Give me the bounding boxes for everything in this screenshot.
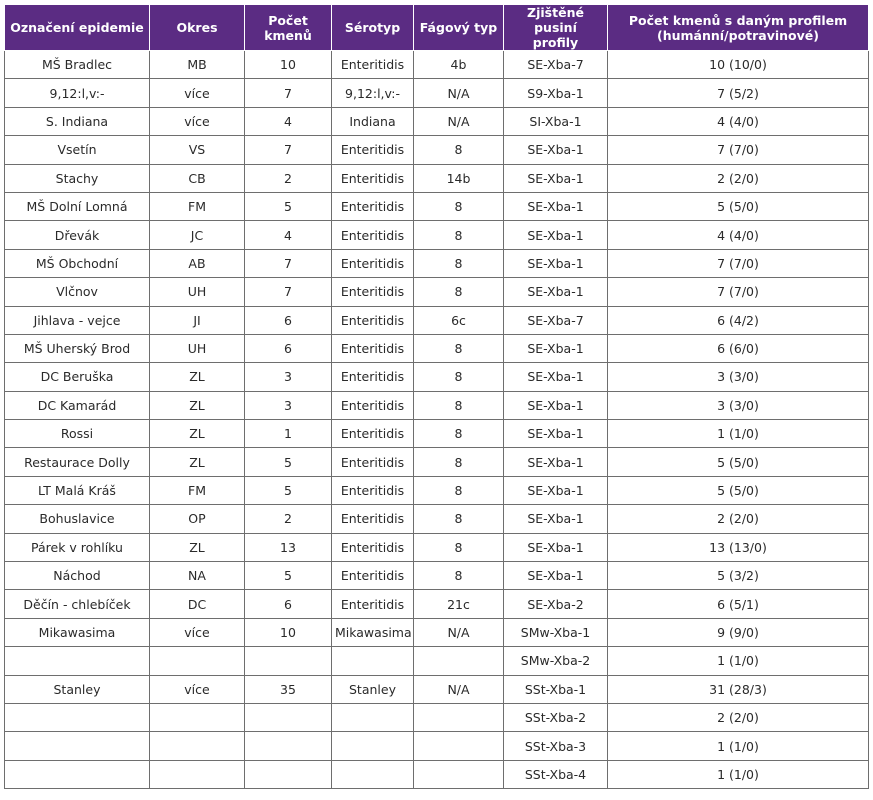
cell-fagovy-typ: 8 xyxy=(414,249,504,277)
table-header xyxy=(5,5,869,51)
cell-okres: VS xyxy=(150,136,245,164)
table-row xyxy=(5,334,869,362)
cell-profil: SSt-Xba-2 xyxy=(504,703,608,731)
cell-fagovy-typ: 8 xyxy=(414,334,504,362)
cell-pocet-s-profilem: 4 (4/0) xyxy=(608,221,869,249)
cell-okres: AB xyxy=(150,249,245,277)
cell-epidemie xyxy=(5,703,150,731)
header-row xyxy=(5,5,869,51)
cell-okres: FM xyxy=(150,476,245,504)
cell-pocet-kmenu: 7 xyxy=(245,249,332,277)
cell-fagovy-typ: N/A xyxy=(414,675,504,703)
cell-epidemie: Stachy xyxy=(5,164,150,192)
cell-pocet-kmenu: 10 xyxy=(245,51,332,79)
cell-pocet-s-profilem: 1 (1/0) xyxy=(608,732,869,760)
cell-fagovy-typ: 8 xyxy=(414,221,504,249)
cell-pocet-kmenu: 4 xyxy=(245,221,332,249)
cell-pocet-s-profilem: 5 (5/0) xyxy=(608,476,869,504)
cell-okres: OP xyxy=(150,505,245,533)
cell-epidemie: DC Beruška xyxy=(5,363,150,391)
cell-epidemie: Restaurace Dolly xyxy=(5,448,150,476)
cell-profil: SSt-Xba-4 xyxy=(504,760,608,788)
cell-profil: SE-Xba-1 xyxy=(504,278,608,306)
table-row xyxy=(5,107,869,135)
cell-epidemie: Děčín - chlebíček xyxy=(5,590,150,618)
cell-fagovy-typ: 8 xyxy=(414,476,504,504)
header-serotyp: Sérotyp xyxy=(332,5,414,51)
cell-okres: více xyxy=(150,675,245,703)
cell-pocet-s-profilem: 2 (2/0) xyxy=(608,703,869,731)
cell-pocet-kmenu: 7 xyxy=(245,79,332,107)
cell-fagovy-typ: N/A xyxy=(414,618,504,646)
cell-serotyp: Enteritidis xyxy=(332,590,414,618)
cell-profil: SE-Xba-2 xyxy=(504,590,608,618)
cell-okres: UH xyxy=(150,278,245,306)
table-row xyxy=(5,647,869,675)
cell-serotyp: Enteritidis xyxy=(332,136,414,164)
cell-fagovy-typ xyxy=(414,703,504,731)
cell-profil: SSt-Xba-1 xyxy=(504,675,608,703)
table-row xyxy=(5,476,869,504)
cell-serotyp: Mikawasima xyxy=(332,618,414,646)
cell-okres: ZL xyxy=(150,363,245,391)
cell-pocet-kmenu: 5 xyxy=(245,192,332,220)
header-zjistene-profily: Zjištěné pusiní profily xyxy=(504,5,608,51)
table-row xyxy=(5,760,869,788)
cell-epidemie: S. Indiana xyxy=(5,107,150,135)
cell-profil: SMw-Xba-1 xyxy=(504,618,608,646)
cell-okres: JI xyxy=(150,306,245,334)
cell-pocet-s-profilem: 2 (2/0) xyxy=(608,164,869,192)
table-row xyxy=(5,448,869,476)
cell-fagovy-typ: 8 xyxy=(414,505,504,533)
cell-okres: NA xyxy=(150,562,245,590)
cell-fagovy-typ: 8 xyxy=(414,278,504,306)
cell-serotyp: 9,12:l,v:- xyxy=(332,79,414,107)
cell-epidemie: MŠ Bradlec xyxy=(5,51,150,79)
cell-epidemie: Vlčnov xyxy=(5,278,150,306)
table-row xyxy=(5,164,869,192)
cell-pocet-kmenu: 5 xyxy=(245,476,332,504)
cell-epidemie: 9,12:l,v:- xyxy=(5,79,150,107)
cell-pocet-kmenu xyxy=(245,703,332,731)
cell-fagovy-typ: 8 xyxy=(414,420,504,448)
cell-profil: SI-Xba-1 xyxy=(504,107,608,135)
cell-pocet-s-profilem: 6 (5/1) xyxy=(608,590,869,618)
cell-fagovy-typ: 8 xyxy=(414,363,504,391)
cell-pocet-kmenu: 13 xyxy=(245,533,332,561)
cell-fagovy-typ: 6c xyxy=(414,306,504,334)
cell-pocet-s-profilem: 1 (1/0) xyxy=(608,647,869,675)
cell-pocet-s-profilem: 4 (4/0) xyxy=(608,107,869,135)
cell-profil: SE-Xba-1 xyxy=(504,363,608,391)
cell-serotyp: Enteritidis xyxy=(332,533,414,561)
cell-pocet-s-profilem: 1 (1/0) xyxy=(608,760,869,788)
cell-profil: SE-Xba-1 xyxy=(504,164,608,192)
cell-pocet-s-profilem: 6 (4/2) xyxy=(608,306,869,334)
table-body xyxy=(5,51,869,789)
header-pocet-kmenu-profil: Počet kmenů s daným profilem (humánní/potravinové) xyxy=(608,5,869,51)
cell-profil: SE-Xba-7 xyxy=(504,51,608,79)
cell-profil: SE-Xba-1 xyxy=(504,562,608,590)
cell-okres xyxy=(150,760,245,788)
cell-serotyp: Enteritidis xyxy=(332,278,414,306)
cell-serotyp: Enteritidis xyxy=(332,192,414,220)
cell-pocet-kmenu: 3 xyxy=(245,391,332,419)
cell-serotyp xyxy=(332,703,414,731)
table-row xyxy=(5,618,869,646)
cell-pocet-s-profilem: 7 (7/0) xyxy=(608,278,869,306)
cell-profil: SE-Xba-1 xyxy=(504,249,608,277)
table-row xyxy=(5,703,869,731)
cell-pocet-kmenu: 1 xyxy=(245,420,332,448)
cell-pocet-s-profilem: 10 (10/0) xyxy=(608,51,869,79)
cell-serotyp: Enteritidis xyxy=(332,391,414,419)
cell-profil: SE-Xba-1 xyxy=(504,391,608,419)
cell-pocet-kmenu: 5 xyxy=(245,448,332,476)
cell-okres: ZL xyxy=(150,448,245,476)
cell-okres: JC xyxy=(150,221,245,249)
cell-okres: ZL xyxy=(150,420,245,448)
cell-epidemie: Párek v rohlíku xyxy=(5,533,150,561)
cell-pocet-kmenu: 3 xyxy=(245,363,332,391)
cell-serotyp: Enteritidis xyxy=(332,164,414,192)
cell-pocet-s-profilem: 7 (7/0) xyxy=(608,249,869,277)
cell-serotyp: Enteritidis xyxy=(332,505,414,533)
cell-epidemie: Dřevák xyxy=(5,221,150,249)
cell-serotyp: Enteritidis xyxy=(332,249,414,277)
cell-fagovy-typ xyxy=(414,647,504,675)
cell-okres xyxy=(150,732,245,760)
table-row xyxy=(5,136,869,164)
cell-pocet-s-profilem: 3 (3/0) xyxy=(608,391,869,419)
cell-pocet-s-profilem: 9 (9/0) xyxy=(608,618,869,646)
cell-profil: SE-Xba-1 xyxy=(504,221,608,249)
table-row xyxy=(5,675,869,703)
header-oznaceni-epidemie: Označení epidemie xyxy=(5,5,150,51)
cell-serotyp: Enteritidis xyxy=(332,476,414,504)
cell-pocet-s-profilem: 3 (3/0) xyxy=(608,363,869,391)
cell-serotyp: Stanley xyxy=(332,675,414,703)
cell-pocet-kmenu: 35 xyxy=(245,675,332,703)
cell-okres: UH xyxy=(150,334,245,362)
cell-epidemie: MŠ Uherský Brod xyxy=(5,334,150,362)
cell-profil: SE-Xba-1 xyxy=(504,420,608,448)
cell-pocet-s-profilem: 1 (1/0) xyxy=(608,420,869,448)
cell-pocet-s-profilem: 13 (13/0) xyxy=(608,533,869,561)
cell-serotyp xyxy=(332,732,414,760)
cell-pocet-s-profilem: 7 (5/2) xyxy=(608,79,869,107)
cell-epidemie: Rossi xyxy=(5,420,150,448)
cell-profil: SE-Xba-1 xyxy=(504,334,608,362)
cell-profil: SE-Xba-1 xyxy=(504,192,608,220)
cell-okres: více xyxy=(150,618,245,646)
cell-okres: MB xyxy=(150,51,245,79)
cell-serotyp: Indiana xyxy=(332,107,414,135)
cell-pocet-kmenu: 5 xyxy=(245,562,332,590)
cell-fagovy-typ: 8 xyxy=(414,562,504,590)
cell-serotyp: Enteritidis xyxy=(332,363,414,391)
cell-okres: ZL xyxy=(150,533,245,561)
table-row xyxy=(5,221,869,249)
cell-serotyp: Enteritidis xyxy=(332,562,414,590)
cell-profil: SE-Xba-1 xyxy=(504,476,608,504)
cell-epidemie: Jihlava - vejce xyxy=(5,306,150,334)
cell-okres: CB xyxy=(150,164,245,192)
cell-pocet-kmenu: 2 xyxy=(245,505,332,533)
cell-serotyp xyxy=(332,647,414,675)
cell-epidemie: Bohuslavice xyxy=(5,505,150,533)
cell-fagovy-typ: 14b xyxy=(414,164,504,192)
cell-pocet-kmenu: 4 xyxy=(245,107,332,135)
cell-fagovy-typ: 8 xyxy=(414,533,504,561)
cell-pocet-kmenu: 7 xyxy=(245,278,332,306)
table-row xyxy=(5,420,869,448)
cell-pocet-kmenu: 6 xyxy=(245,334,332,362)
cell-pocet-kmenu xyxy=(245,732,332,760)
cell-okres: více xyxy=(150,107,245,135)
cell-epidemie xyxy=(5,647,150,675)
cell-epidemie: Mikawasima xyxy=(5,618,150,646)
cell-pocet-s-profilem: 6 (6/0) xyxy=(608,334,869,362)
table-row xyxy=(5,306,869,334)
cell-profil: SE-Xba-1 xyxy=(504,448,608,476)
table-row xyxy=(5,249,869,277)
cell-pocet-s-profilem: 2 (2/0) xyxy=(608,505,869,533)
cell-pocet-kmenu xyxy=(245,760,332,788)
cell-pocet-kmenu: 2 xyxy=(245,164,332,192)
table-row xyxy=(5,732,869,760)
cell-fagovy-typ xyxy=(414,760,504,788)
table-row xyxy=(5,505,869,533)
cell-epidemie: Náchod xyxy=(5,562,150,590)
header-pocet-kmenu: Počet kmenů xyxy=(245,5,332,51)
cell-epidemie xyxy=(5,732,150,760)
cell-epidemie: MŠ Dolní Lomná xyxy=(5,192,150,220)
table-row xyxy=(5,278,869,306)
cell-fagovy-typ xyxy=(414,732,504,760)
table-row xyxy=(5,562,869,590)
cell-pocet-kmenu: 7 xyxy=(245,136,332,164)
cell-epidemie: LT Malá Kráš xyxy=(5,476,150,504)
cell-epidemie: MŠ Obchodní xyxy=(5,249,150,277)
cell-pocet-s-profilem: 5 (3/2) xyxy=(608,562,869,590)
cell-pocet-kmenu: 10 xyxy=(245,618,332,646)
cell-pocet-s-profilem: 5 (5/0) xyxy=(608,192,869,220)
cell-fagovy-typ: 4b xyxy=(414,51,504,79)
cell-profil: SE-Xba-1 xyxy=(504,505,608,533)
cell-profil: SSt-Xba-3 xyxy=(504,732,608,760)
cell-profil: S9-Xba-1 xyxy=(504,79,608,107)
cell-serotyp: Enteritidis xyxy=(332,306,414,334)
header-okres: Okres xyxy=(150,5,245,51)
cell-epidemie xyxy=(5,760,150,788)
cell-serotyp: Enteritidis xyxy=(332,334,414,362)
cell-epidemie: DC Kamarád xyxy=(5,391,150,419)
cell-profil: SE-Xba-1 xyxy=(504,136,608,164)
table-row xyxy=(5,363,869,391)
cell-okres xyxy=(150,703,245,731)
cell-serotyp xyxy=(332,760,414,788)
table-row xyxy=(5,51,869,79)
table-row xyxy=(5,590,869,618)
cell-epidemie: Stanley xyxy=(5,675,150,703)
cell-serotyp: Enteritidis xyxy=(332,221,414,249)
cell-fagovy-typ: 8 xyxy=(414,391,504,419)
cell-fagovy-typ: N/A xyxy=(414,107,504,135)
epidemics-table xyxy=(4,4,869,789)
cell-okres: DC xyxy=(150,590,245,618)
cell-okres: ZL xyxy=(150,391,245,419)
cell-pocet-kmenu: 6 xyxy=(245,306,332,334)
cell-serotyp: Enteritidis xyxy=(332,420,414,448)
cell-fagovy-typ: N/A xyxy=(414,79,504,107)
cell-fagovy-typ: 8 xyxy=(414,136,504,164)
header-fagovy-typ: Fágový typ xyxy=(414,5,504,51)
cell-pocet-s-profilem: 31 (28/3) xyxy=(608,675,869,703)
table-row xyxy=(5,79,869,107)
cell-serotyp: Enteritidis xyxy=(332,448,414,476)
cell-profil: SE-Xba-1 xyxy=(504,533,608,561)
cell-pocet-s-profilem: 7 (7/0) xyxy=(608,136,869,164)
cell-fagovy-typ: 21c xyxy=(414,590,504,618)
cell-fagovy-typ: 8 xyxy=(414,192,504,220)
table-row xyxy=(5,533,869,561)
cell-pocet-s-profilem: 5 (5/0) xyxy=(608,448,869,476)
cell-pocet-kmenu: 6 xyxy=(245,590,332,618)
cell-fagovy-typ: 8 xyxy=(414,448,504,476)
cell-epidemie: Vsetín xyxy=(5,136,150,164)
cell-profil: SMw-Xba-2 xyxy=(504,647,608,675)
cell-profil: SE-Xba-7 xyxy=(504,306,608,334)
cell-pocet-kmenu xyxy=(245,647,332,675)
cell-okres: více xyxy=(150,79,245,107)
table-row xyxy=(5,192,869,220)
cell-serotyp: Enteritidis xyxy=(332,51,414,79)
table-row xyxy=(5,391,869,419)
cell-okres: FM xyxy=(150,192,245,220)
cell-okres xyxy=(150,647,245,675)
